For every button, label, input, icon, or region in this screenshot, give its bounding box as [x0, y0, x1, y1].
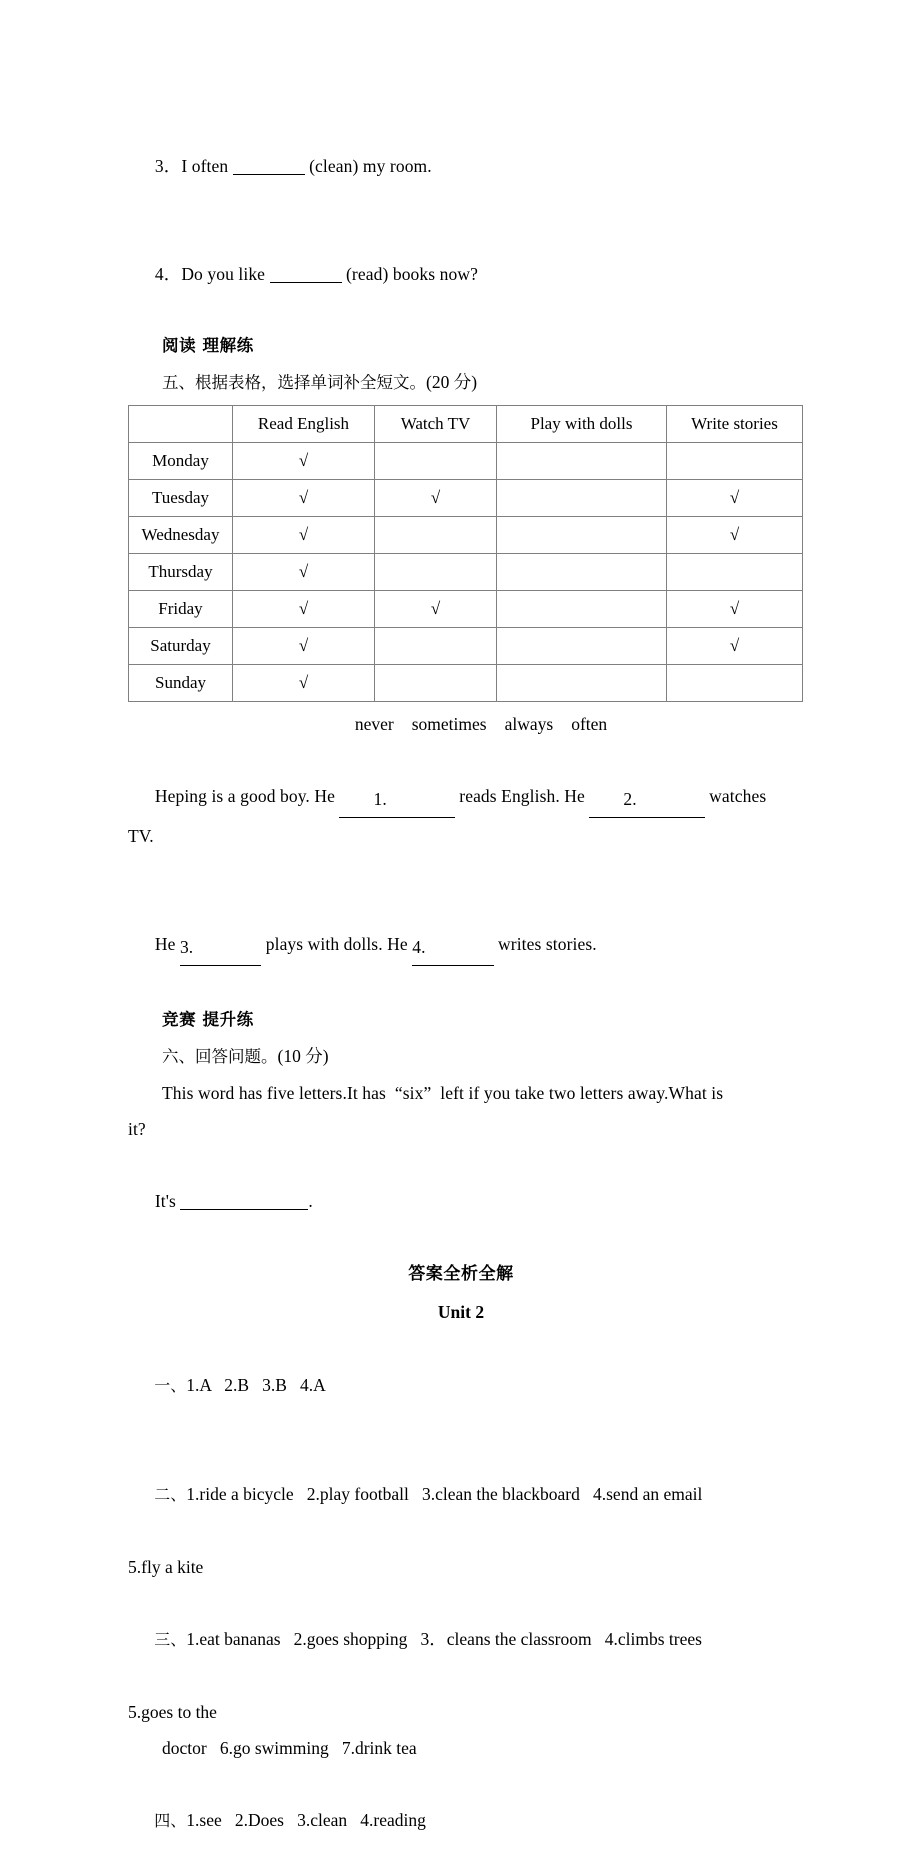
table-cell-write-stories [667, 554, 803, 591]
table-cell-write-stories [667, 443, 803, 480]
passage-line-1-text-a: Heping is a good boy. He [154, 786, 340, 806]
question-six-heading [128, 1038, 794, 1075]
question-six-points: (10 分) [277, 1046, 329, 1066]
riddle-answer-line [128, 1147, 794, 1255]
word-bank-option-always: always [504, 714, 554, 734]
table-cell-write-stories: √ [667, 517, 803, 554]
passage-blank-2[interactable] [589, 781, 704, 818]
table-cell-read-english: √ [233, 443, 375, 480]
answer-entry-3-text: 1.eat bananas 2.goes shopping 3．cleans the classroom 4.climbs trees [186, 1629, 702, 1649]
table-cell-write-stories: √ [667, 591, 803, 628]
exercise-item-4-blank[interactable] [270, 282, 342, 283]
table-header-watch-tv: Watch TV [375, 406, 497, 443]
answer-key-unit: Unit 2 [437, 1302, 485, 1322]
riddle-answer-suffix: . [308, 1191, 313, 1211]
table-row [129, 628, 803, 665]
table-cell-watch-tv [375, 628, 497, 665]
riddle-answer-prefix: It's [154, 1191, 181, 1211]
competition-section-heading: 竞赛 提升练 [162, 1010, 254, 1029]
answer-entry-3-wrap-2: doctor 6.go swimming 7.drink tea [162, 1738, 417, 1758]
question-five-heading [128, 364, 794, 401]
table-row-day: Thursday [129, 554, 233, 591]
exercise-item-3-before: I often [181, 156, 233, 176]
table-cell-play-with-dolls [497, 517, 667, 554]
passage-line-1-text-c: watches TV. [128, 786, 771, 846]
table-row [129, 443, 803, 480]
table-row [129, 517, 803, 554]
word-bank-option-never: never [354, 714, 394, 734]
table-header-read-english: Read English [233, 406, 375, 443]
table-row [129, 480, 803, 517]
table-row-day: Sunday [129, 665, 233, 702]
table-cell-watch-tv [375, 517, 497, 554]
table-row [129, 554, 803, 591]
table-row-day: Friday [129, 591, 233, 628]
passage-blank-1-number: 1. [373, 789, 387, 809]
table-header-play-with-dolls: Play with dolls [497, 406, 667, 443]
table-row [129, 665, 803, 702]
answer-key-title: 答案全析全解 [408, 1264, 514, 1284]
table-cell-play-with-dolls [497, 628, 667, 665]
question-six-label: 六、回答问题。 [162, 1047, 278, 1066]
table-cell-write-stories [667, 665, 803, 702]
table-cell-watch-tv [375, 554, 497, 591]
table-row-day: Wednesday [129, 517, 233, 554]
passage-line-1-text-b: reads English. He [454, 786, 590, 806]
passage-line-1 [128, 742, 794, 890]
word-bank-option-often: often [571, 714, 608, 734]
table-header-write-stories: Write stories [667, 406, 803, 443]
passage-blank-4-number: 4. [412, 937, 426, 957]
reading-section-heading: 阅读 理解练 [162, 336, 254, 355]
table-cell-write-stories: √ [667, 480, 803, 517]
table-row-day: Tuesday [129, 480, 233, 517]
answer-entry-1-label: 一、 [154, 1376, 187, 1395]
exercise-item-4-after: (read) books now? [341, 264, 478, 284]
table-cell-read-english: √ [233, 554, 375, 591]
exercise-item-3-after: (clean) my room. [304, 156, 432, 176]
question-five-points: (20 分) [426, 372, 478, 392]
answer-entry-4-text: 1.see 2.Does 3.clean 4.reading [186, 1810, 426, 1830]
passage-line-2-text-b: plays with dolls. He [261, 934, 413, 954]
table-cell-write-stories: √ [667, 628, 803, 665]
table-cell-play-with-dolls [497, 443, 667, 480]
passage-blank-4[interactable] [412, 929, 493, 966]
table-cell-watch-tv: √ [375, 591, 497, 628]
passage-line-2-text-c: writes stories. [493, 934, 597, 954]
schedule-table-body [129, 406, 803, 702]
passage-blank-3[interactable] [180, 929, 261, 966]
answer-entry-2 [128, 1440, 794, 1549]
answer-entry-2-label: 二、 [154, 1485, 187, 1504]
table-cell-read-english: √ [233, 480, 375, 517]
table-cell-watch-tv: √ [375, 480, 497, 517]
table-cell-watch-tv [375, 665, 497, 702]
word-bank [128, 706, 794, 742]
table-cell-read-english: √ [233, 665, 375, 702]
passage-blank-1[interactable] [339, 781, 454, 818]
answer-entry-2-text: 1.ride a bicycle 2.play football 3.clean the blackboard 4.send an email [186, 1484, 703, 1504]
table-header-blank [129, 406, 233, 443]
table-header-row [129, 406, 803, 443]
riddle-answer-blank[interactable] [180, 1209, 308, 1210]
exercise-item-3-blank[interactable] [233, 174, 305, 175]
answer-entry-1 [128, 1331, 794, 1440]
answer-entry-3-wrap: 5.goes to the [128, 1702, 217, 1722]
page-content [128, 112, 794, 1875]
exercise-item-4-before: Do you like [181, 264, 270, 284]
answer-entry-3 [128, 1585, 794, 1694]
exercise-item-4 [128, 220, 794, 328]
table-row-day: Monday [129, 443, 233, 480]
exercise-item-3-number: 3． [154, 156, 182, 176]
riddle-line-1: This word has five letters.It has “six” left if you take two letters away.What is [162, 1083, 724, 1103]
table-cell-play-with-dolls [497, 480, 667, 517]
answer-entry-4-label: 四、 [154, 1811, 187, 1830]
answer-entry-1-text: 1.A 2.B 3.B 4.A [186, 1375, 326, 1395]
riddle-line-2: it? [128, 1119, 146, 1139]
passage-blank-2-number: 2. [623, 789, 637, 809]
table-cell-read-english: √ [233, 591, 375, 628]
exercise-item-3 [128, 112, 794, 220]
table-cell-watch-tv [375, 443, 497, 480]
table-cell-play-with-dolls [497, 591, 667, 628]
passage-blank-3-number: 3. [179, 937, 194, 957]
table-cell-read-english: √ [233, 628, 375, 665]
schedule-table [128, 405, 803, 702]
answer-entry-2-wrap: 5.fly a kite [128, 1557, 204, 1577]
passage-line-2 [128, 890, 794, 1002]
table-cell-play-with-dolls [497, 665, 667, 702]
table-cell-play-with-dolls [497, 554, 667, 591]
word-bank-option-sometimes: sometimes [411, 714, 487, 734]
exercise-item-4-number: 4． [154, 264, 182, 284]
table-row [129, 591, 803, 628]
passage-line-2-text-a: He [154, 934, 180, 954]
table-row-day: Saturday [129, 628, 233, 665]
answer-entry-3-label: 三、 [154, 1630, 187, 1649]
answer-entry-4 [128, 1766, 794, 1875]
question-five-label: 五、根据表格，选择单词补全短文。 [162, 373, 426, 392]
table-cell-read-english: √ [233, 517, 375, 554]
